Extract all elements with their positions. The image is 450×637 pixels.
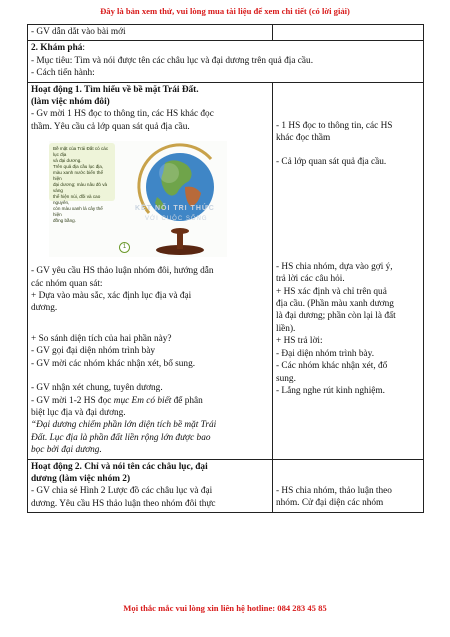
student-line: - Các nhóm khác nhận xét, đổ xyxy=(276,361,388,372)
cell-intro-right xyxy=(273,25,424,41)
activity2-title: Hoạt động 2. Chỉ và nói tên các châu lục, đại xyxy=(31,461,208,472)
student-line: trả lời các câu hỏi. xyxy=(276,274,345,285)
cell-intro xyxy=(28,25,273,41)
teacher-line: - GV gọi đại diện nhóm trình bày xyxy=(31,346,156,357)
table-row xyxy=(28,41,424,82)
teacher-line: dương. xyxy=(31,303,58,314)
cell-explore xyxy=(28,41,424,82)
student-line: sung. xyxy=(276,373,296,384)
teacher-line: dương. Yêu cầu HS thảo luận theo nhóm đôi thực xyxy=(31,498,216,509)
watermark-text: VỚI CUỘC SỐNG xyxy=(145,216,208,223)
preview-banner: Đây là bản xem thử, vui lòng mua tài liệu để xem chi tiết (có lời giải) xyxy=(100,6,350,16)
student-line: địa cầu. (Phần màu xanh dương xyxy=(276,299,394,310)
teacher-line: - GV mời 1-2 HS đọc mục Em có biết để phân xyxy=(31,395,203,406)
teacher-line: - GV yêu cầu HS thảo luận nhóm đôi, hướng dẫn xyxy=(31,266,214,277)
globe-illustration xyxy=(49,141,227,257)
student-line: - Lắng nghe rút kinh nghiệm. xyxy=(276,385,385,396)
globe-icon xyxy=(135,141,225,257)
activity1-subtitle: (làm việc nhóm đôi) xyxy=(31,97,110,108)
activity2-subtitle: dương (làm việc nhóm 2) xyxy=(31,473,131,484)
student-line: - Đại diện nhóm trình bày. xyxy=(276,348,375,359)
cell-activity2-student xyxy=(273,459,424,513)
student-line: + HS xác định và chỉ trên quả xyxy=(276,286,387,297)
table-row xyxy=(28,82,424,459)
teacher-line: các nhóm quan sát: xyxy=(31,278,103,289)
figure-number: 1 xyxy=(119,242,130,253)
intro-text: - GV dẫn dắt vào bài mới xyxy=(31,27,126,37)
section-goal: - Mục tiêu: Tìm và nói được tên các châu lục và đại dương trên quả địa cầu. xyxy=(31,55,314,66)
info-callout: Bề mặt của Trái Đất có các lục địa và đại dương. Trên quả địa cầu lục địa, màu xanh nước biển thể hiện đại dương; màu nâu đỏ và vàng thể hiện núi, đồi và cao nguyên, còn màu xanh lá cây thể hiện đồng bằng. xyxy=(49,143,115,201)
teacher-line: biệt lục địa và đại dương. xyxy=(31,407,126,418)
section-heading: 2. Khám phá: xyxy=(31,43,85,54)
teacher-line: - GV mời các nhóm khác nhận xét, bổ sung. xyxy=(31,358,196,369)
hotline-banner: Mọi thắc mắc vui lòng xin liên hệ hotline: 084 283 45 85 xyxy=(123,603,327,613)
teacher-line: + So sánh diện tích của hai phần này? xyxy=(31,333,172,344)
teacher-line: - Gv mời 1 HS đọc to thông tin, các HS khác đọc xyxy=(31,109,214,120)
section-method: - Cách tiến hành: xyxy=(31,68,95,79)
quote-line: Đất. Lục địa là phần đất liền rộng lớn được bao xyxy=(31,432,211,443)
student-line: - Cả lớp quan sát quả địa cầu. xyxy=(276,157,387,168)
teacher-line: thầm. Yêu cầu cả lớp quan sát quả địa cầu. xyxy=(31,121,190,132)
globe-shine xyxy=(159,163,179,183)
quote-line: bọc bởi đại dương. xyxy=(31,445,102,456)
student-line: liền). xyxy=(276,323,296,334)
quote-line: “Đại dương chiếm phần lớn diện tích bề mặt Trái xyxy=(31,420,217,431)
student-line: - 1 HS đọc to thông tin, các HS xyxy=(276,120,393,131)
student-line: + HS trả lời: xyxy=(276,336,323,347)
teacher-line: - GV chia sẻ Hình 2 Lược đồ các châu lục và đại xyxy=(31,486,213,497)
lesson-plan-table xyxy=(27,24,424,513)
cell-activity2-teacher xyxy=(28,459,273,513)
student-line: - HS chia nhóm, thảo luận theo xyxy=(276,485,392,496)
cell-activity1-student xyxy=(273,82,424,459)
table-row xyxy=(28,25,424,41)
activity1-title: Hoạt động 1. Tìm hiểu về bề mặt Trái Đất. xyxy=(31,84,199,95)
watermark-text: KẾT NỐI TRI THỨC xyxy=(135,205,215,213)
student-line: nhóm. Cử đại diện các nhóm xyxy=(276,497,384,508)
globe-stand-neck xyxy=(171,228,189,234)
teacher-line: - GV nhận xét chung, tuyên dương. xyxy=(31,383,163,394)
cell-activity1-teacher xyxy=(28,82,273,459)
student-line: - HS chia nhóm, dựa vào gợi ý, xyxy=(276,261,393,272)
student-line: là đại dương; phần còn lại là đất xyxy=(276,311,396,322)
teacher-line: + Dựa vào màu sắc, xác định lục địa và đại xyxy=(31,291,192,302)
student-line: khác đọc thầm xyxy=(276,133,331,144)
table-row xyxy=(28,459,424,513)
